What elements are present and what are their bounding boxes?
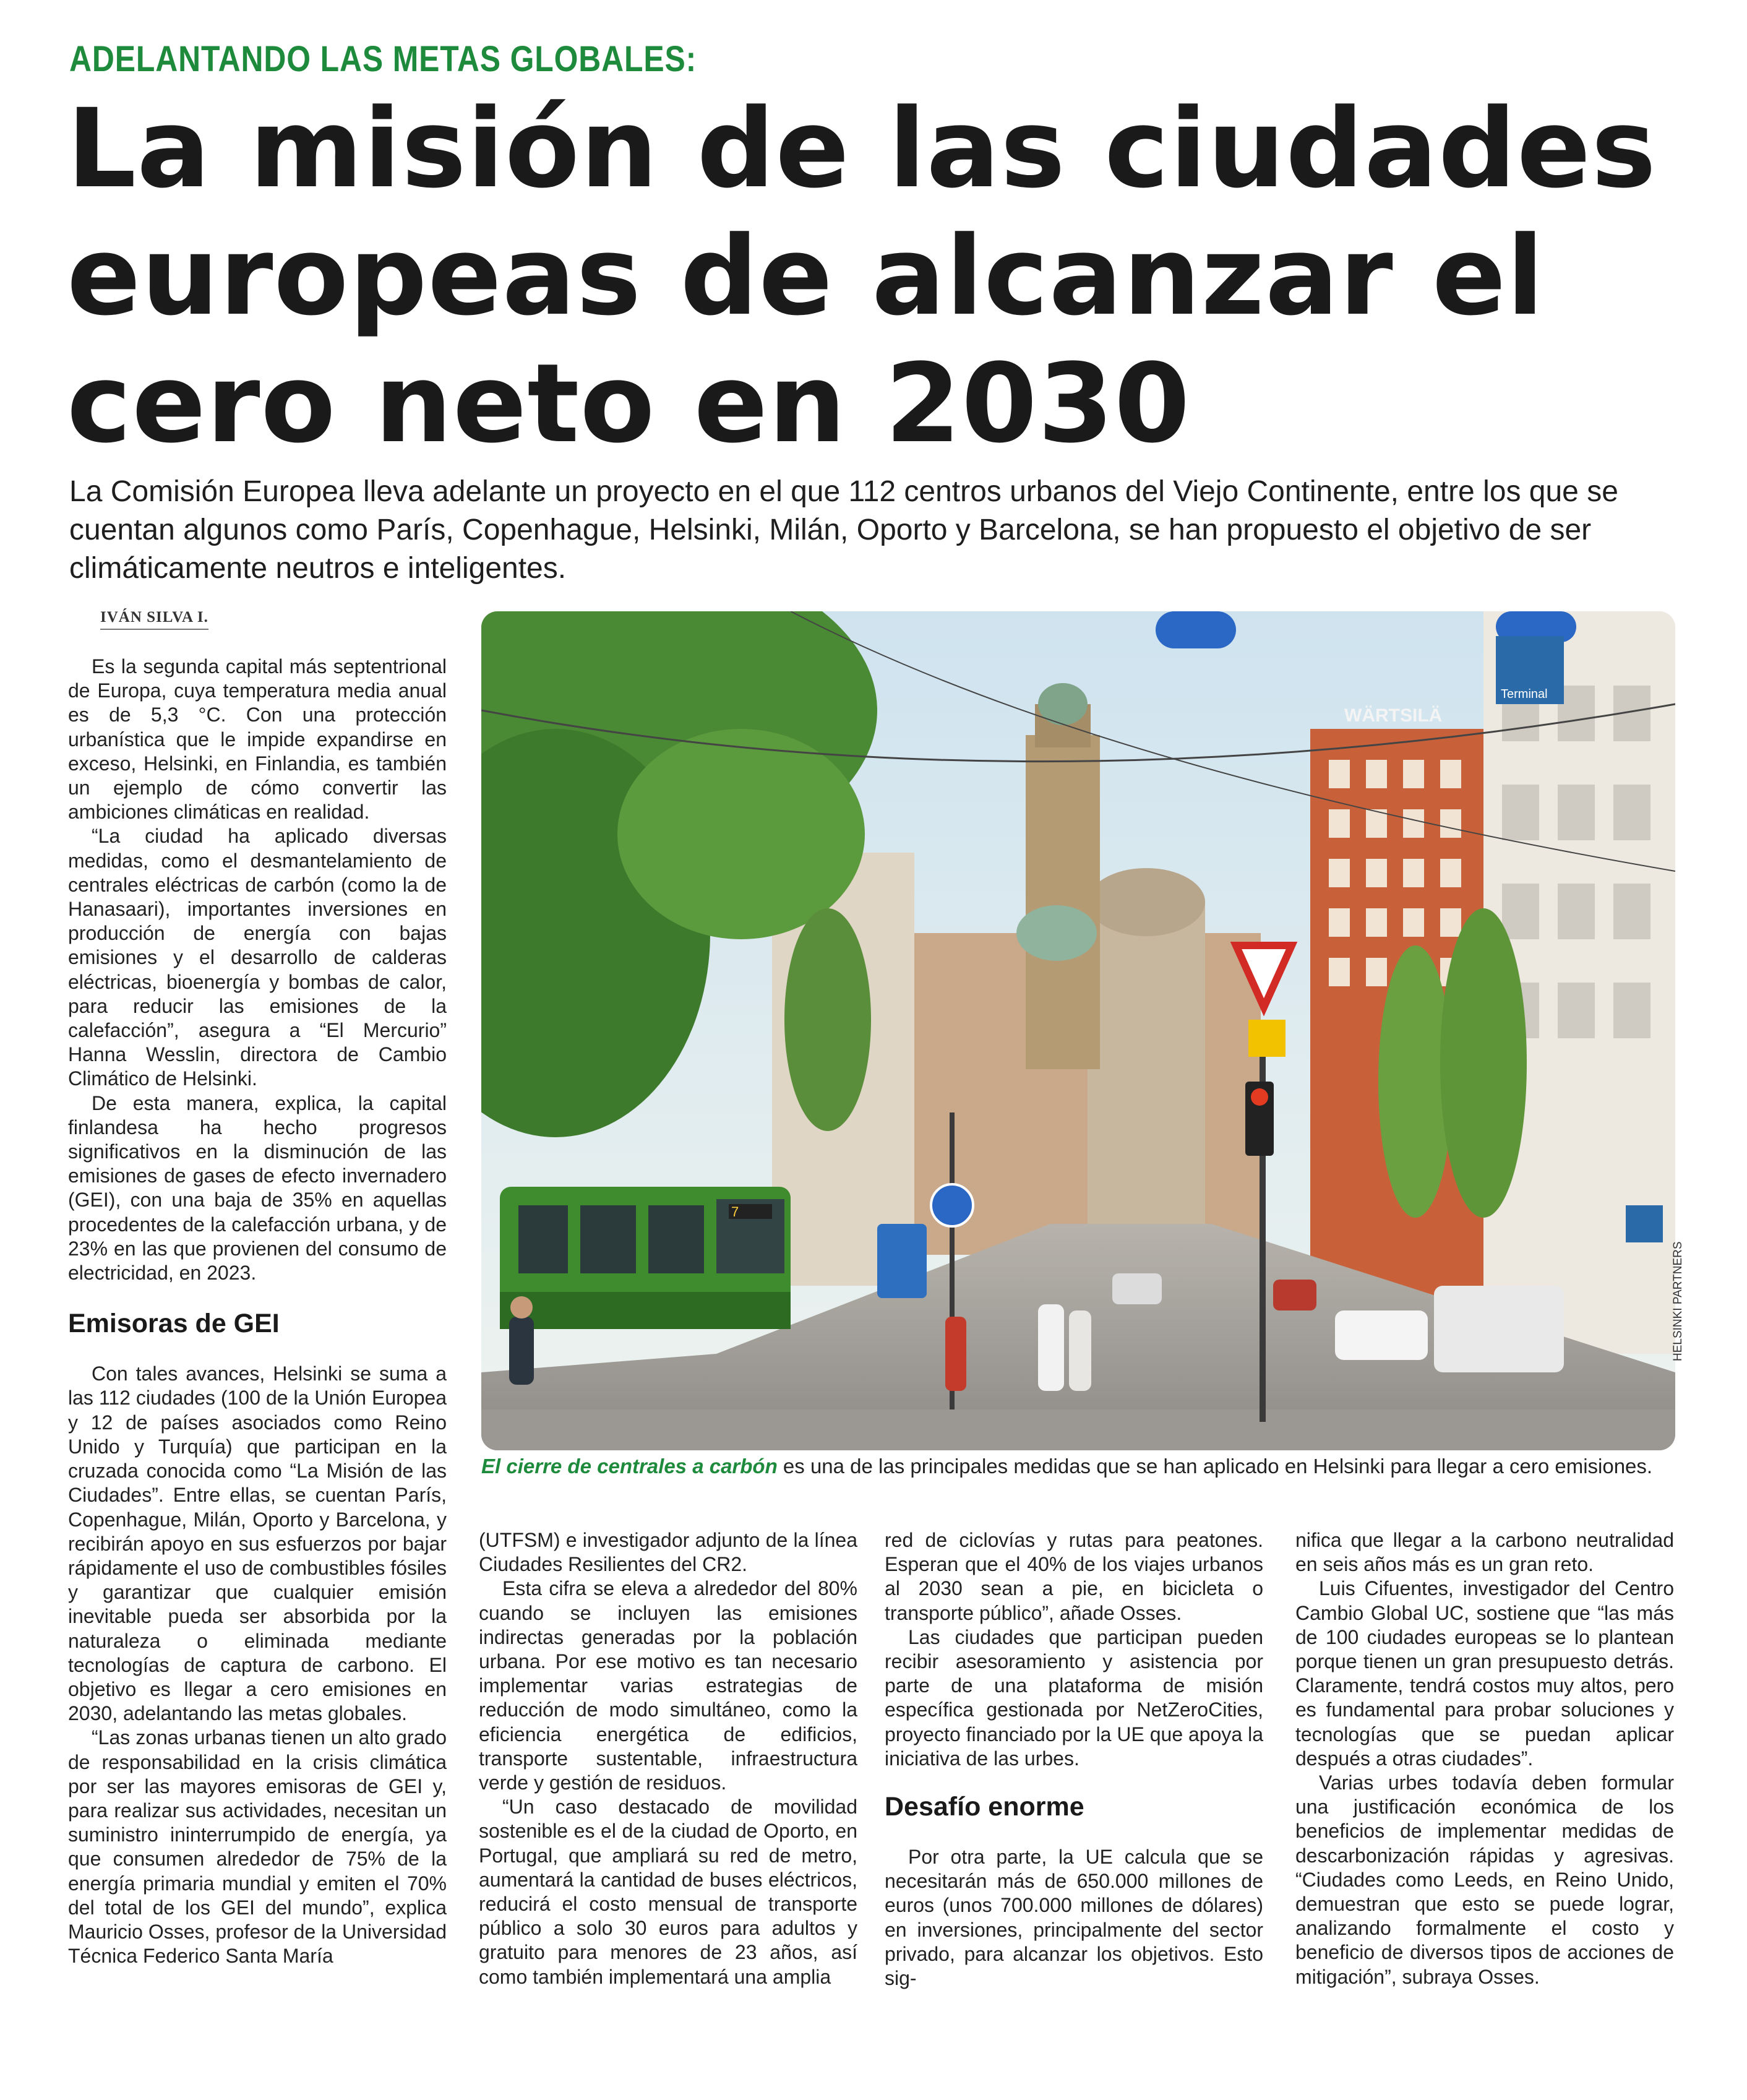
tram-route-number: 7 [731, 1204, 739, 1220]
city-street-photo [481, 611, 1675, 1450]
body-paragraph: Con tales avances, Helsinki se suma a las 112 ciudades (100 de la Unión Europea y 12 de países asociados como Reino Unido y Turquía) que participan en la cruzada conocida como “La Misión de las Ciudades”. Entre ellas, se cuentan París, Copenhague, Milán, Oporto y Barcelona, y recibirán apoyo en sus esfuerzos por bajar rápidamente el uso de combustibles fósiles y garantizar que cualquier emisión inevitable pueda ser absorbida por la naturaleza o eliminada mediante tecnologías de captura de carbono. El objetivo es llegar a cero emisiones en 2030, adelantando las metas globales. [68, 1362, 447, 1725]
bike-sign [1248, 1020, 1286, 1057]
subhead-desafio: Desafío enorme [885, 1792, 1084, 1822]
red-light [1251, 1088, 1268, 1106]
photo-caption [481, 1454, 1675, 1479]
car [1112, 1273, 1162, 1304]
pedestrian-head [510, 1296, 533, 1319]
body-paragraph: Por otra parte, la UE calcula que se necesitarán más de 650.000 millones de euros (unos 700.000 millones de dólares) en inversiones, principalmente del sector privado, para alcanzar los objetivos. Esto sig- [885, 1846, 1263, 1990]
column-4 [1295, 1528, 1674, 1989]
column-2 [479, 1528, 857, 1989]
red-car [1273, 1280, 1316, 1310]
body-paragraph: red de ciclovías y rutas para peatones. Esperan que el 40% de los viajes urbanos al 2030 sean a pie, en bicicleta o transporte público”, añade Osses. [885, 1529, 1263, 1624]
top-sign [1156, 611, 1236, 648]
lead-line: La Comisión Europea lleva adelante un proyecto en el que 112 centros urbanos del Viejo Continente, entre los que se [69, 475, 1618, 508]
body-paragraph: Varias urbes todavía deben formular una justificación económica de los beneficios de implementar medidas de descarbonización rápidas y agresivas. “Ciudades como Leeds, en Reino Unido, demuestran que esto se puede lograr, analizando formalmente el costo y beneficio de diversos tipos de acciones de mitigación”, subraya Osses. [1295, 1771, 1674, 1988]
tram-skirt [500, 1292, 791, 1329]
body-paragraph: nifica que llegar a la carbono neutralidad en seis años más es un gran reto. [1295, 1529, 1674, 1576]
dome [1088, 868, 1205, 936]
bike-path-sign [931, 1184, 973, 1226]
church-tower [1026, 735, 1100, 1069]
body-paragraph: Luis Cifuentes, investigador del Centro Cambio Global UC, sostiene que “las más de 100 ciudades europeas se lo plantean porque tienen un gran presupuesto detrás. Claramente, tendrá costos muy altos, pero es fundamental para probar soluciones y tecnologías que se puedan aplicar después a otras ciudades”. [1295, 1577, 1674, 1770]
terminal-sign-text: Terminal [1501, 687, 1548, 701]
body-paragraph: Es la segunda capital más septentrional de Europa, cuya temperatura media anual es de 5,3 °C. Con una protección urbanística que le impide expandirse en exceso, Helsinki, en Finlandia, es también un ejemplo de cómo convertir las ambiciones climáticas en realidad. [68, 655, 447, 824]
lead-paragraph [69, 473, 1690, 588]
photo-illustration [481, 611, 1675, 1450]
kicker: ADELANTANDO LAS METAS GLOBALES: [69, 39, 697, 79]
body-paragraph: “La ciudad ha aplicado diversas medidas, como el desmantelamiento de centrales eléctricas de carbón (como la de Hanasaari), importantes inversiones en producción de energía con bajas emisiones y el desarrollo de calderas eléctricas, bioenergía y bombas de calor, para reducir las emisiones de la calefacción”, asegura a “El Mercurio” Hanna Wesslin, directora de Cambio Climático de Helsinki. [68, 825, 447, 1090]
body-paragraph: Las ciudades que participan pueden recibir asesoramiento y asistencia por parte de una plataforma de misión específica gestionada por NetZeroCities, proyecto financiado por la UE que apoya la iniciativa de las urbes. [885, 1625, 1263, 1770]
body-paragraph: Esta cifra se eleva a alrededor del 80% cuando se incluyen las emisiones indirectas generadas por la población urbana. Por ese motivo es tan necesario implementar varias estrategias de reducción de modo simultáneo, como la eficiencia energética de edificios, transporte sustentable, infraestructura verde y gestión de residuos. [479, 1577, 857, 1794]
column-3 [885, 1528, 1263, 1990]
body-paragraph: “Las zonas urbanas tienen un alto grado de responsabilidad en la crisis climática por ser las mayores emisoras de GEI y, para realizar sus actividades, necesitan un suministro ininterrumpido de energía, ya que consumen alrededor de 75% de la energía primaria mundial y emiten el 70% del total de los GEI del mundo”, explica Mauricio Osses, profesor de la Universidad Técnica Federico Santa María [68, 1726, 447, 1968]
white-car [1335, 1310, 1428, 1360]
blue-bus [877, 1224, 927, 1298]
body-paragraph: “Un caso destacado de movilidad sostenible es el de la ciudad de Oporto, en Portugal, que ampliará su red de metro, aumentará la cantidad de buses eléctricos, reducirá el costo mensual de transporte público a solo 30 euros para adultos y gratuito para menores de 23 años, así como también implementará una amplia [479, 1796, 857, 1988]
tree-canopy [617, 729, 865, 939]
subhead-emisoras: Emisoras de GEI [68, 1309, 280, 1339]
parking-sign [1626, 1205, 1663, 1242]
column-1 [68, 655, 447, 1968]
domed-building [1088, 902, 1205, 1249]
lead-line: cuentan algunos como París, Copenhague, Helsinki, Milán, Oporto y Barcelona, se han propuesto el objetivo de ser [69, 514, 1592, 546]
headline-line: La misión de las ciudades [67, 85, 1657, 212]
pedestrian [945, 1317, 966, 1391]
pedestrian [1038, 1304, 1064, 1391]
body-paragraph: (UTFSM) e investigador adjunto de la línea Ciudades Resilientes del CR2. [479, 1529, 857, 1576]
green-dome [1016, 905, 1097, 961]
headline-line: cero neto en 2030 [67, 340, 1191, 467]
tree-small [784, 908, 871, 1131]
byline: IVÁN SILVA I. [100, 609, 208, 630]
white-van [1434, 1286, 1564, 1372]
caption-highlight: El cierre de centrales a carbón [481, 1455, 778, 1478]
body-paragraph: De esta manera, explica, la capital finlandesa ha hecho progresos significativos en la disminución de las emisiones de gases de efecto invernadero (GEI), con una baja de 35% en aquellas procedentes de la calefacción urbana, y de 23% en las que provienen del consumo de electricidad, en 2023. [68, 1091, 447, 1285]
pedestrian [1069, 1310, 1091, 1391]
caption-text: es una de las principales medidas que se han aplicado en Helsinki para llegar a cero emisiones. [783, 1455, 1653, 1478]
headline-line: europeas de alcanzar el [67, 213, 1545, 340]
headline [67, 85, 1657, 468]
sidewalk [481, 1409, 1675, 1450]
photo-credit: HELSINKI PARTNERS [1672, 1241, 1685, 1361]
tram-windows [518, 1205, 704, 1273]
lead-line: climáticamente neutros e inteligentes. [69, 552, 567, 585]
pedestrian [509, 1317, 534, 1385]
tree-right [1440, 908, 1527, 1218]
wartsila-sign: WÄRTSILÄ [1344, 705, 1443, 726]
